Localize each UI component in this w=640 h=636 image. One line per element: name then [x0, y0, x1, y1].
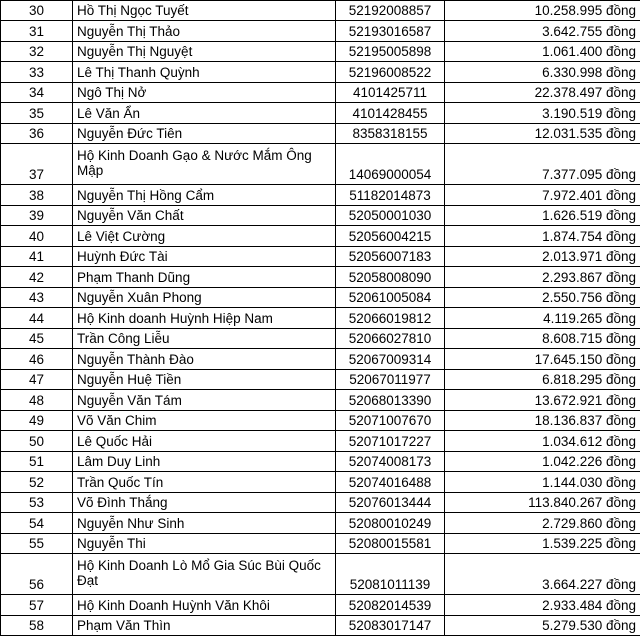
- row-code-cell: 52080015581: [336, 533, 445, 554]
- table-row: [1, 82, 640, 103]
- row-name-cell: Nguyễn Thị Hồng Cẩm: [73, 185, 336, 206]
- row-code-cell: 52074008173: [336, 451, 445, 472]
- row-code-cell: 8358318155: [336, 123, 445, 144]
- row-name-cell: Nguyễn Văn Chất: [73, 205, 336, 226]
- row-name-cell: Hộ Kinh Doanh Lò Mổ Gia Súc Bùi Quốc Đạt: [73, 554, 336, 595]
- row-code-cell: 52192008857: [336, 1, 445, 21]
- row-amount-cell: 8.608.715 đồng: [445, 328, 640, 349]
- row-code-cell: 52196008522: [336, 62, 445, 83]
- row-code-cell: 4101425711: [336, 82, 445, 103]
- row-amount-cell: 12.031.535 đồng: [445, 123, 640, 144]
- row-code-cell: 52076013444: [336, 492, 445, 513]
- row-amount-cell: 18.136.837 đồng: [445, 410, 640, 431]
- row-amount-cell: 13.672.921 đồng: [445, 390, 640, 411]
- row-number-cell: 37: [1, 144, 73, 185]
- row-number-cell: 46: [1, 349, 73, 370]
- row-amount-cell: 1.034.612 đồng: [445, 431, 640, 452]
- table-row: [1, 205, 640, 226]
- row-name-cell: Lê Văn Ẩn: [73, 103, 336, 124]
- row-number-cell: 32: [1, 41, 73, 62]
- row-number-cell: 50: [1, 431, 73, 452]
- row-name-cell: Nguyễn Đức Tiên: [73, 123, 336, 144]
- row-number-cell: 45: [1, 328, 73, 349]
- row-amount-cell: 10.258.995 đồng: [445, 1, 640, 21]
- row-amount-cell: 5.279.530 đồng: [445, 615, 640, 636]
- row-name-cell: Trần Quốc Tín: [73, 472, 336, 493]
- row-number-cell: 33: [1, 62, 73, 83]
- row-code-cell: 52082014539: [336, 595, 445, 616]
- table-row: [1, 533, 640, 554]
- row-name-cell: Hộ Kinh Doanh Gạo & Nước Mắm Ông Mập: [73, 144, 336, 185]
- row-name-cell: Nguyễn Thị Nguyệt: [73, 41, 336, 62]
- row-code-cell: 52080010249: [336, 513, 445, 534]
- row-number-cell: 41: [1, 246, 73, 267]
- row-code-cell: 52066019812: [336, 308, 445, 329]
- row-code-cell: 52067011977: [336, 369, 445, 390]
- table-row: [1, 595, 640, 616]
- table-row: [1, 246, 640, 267]
- table-row: [1, 185, 640, 206]
- row-name-cell: Nguyễn Như Sinh: [73, 513, 336, 534]
- row-amount-cell: 1.061.400 đồng: [445, 41, 640, 62]
- row-name-cell: Lê Thị Thanh Quỳnh: [73, 62, 336, 83]
- row-name-cell: Nguyễn Xuân Phong: [73, 287, 336, 308]
- row-code-cell: 14069000054: [336, 144, 445, 185]
- row-name-cell: Phạm Văn Thìn: [73, 615, 336, 636]
- row-number-cell: 47: [1, 369, 73, 390]
- row-number-cell: 49: [1, 410, 73, 431]
- row-name-cell: Phạm Thanh Dũng: [73, 267, 336, 288]
- row-amount-cell: 1.042.226 đồng: [445, 451, 640, 472]
- row-code-cell: 52195005898: [336, 41, 445, 62]
- table-row: [1, 349, 640, 370]
- row-amount-cell: 22.378.497 đồng: [445, 82, 640, 103]
- row-name-cell: Võ Văn Chim: [73, 410, 336, 431]
- table-row: [1, 41, 640, 62]
- table-row: [1, 369, 640, 390]
- row-amount-cell: 1.144.030 đồng: [445, 472, 640, 493]
- row-name-cell: Võ Đình Thắng: [73, 492, 336, 513]
- row-number-cell: 30: [1, 1, 73, 21]
- table-row: [1, 431, 640, 452]
- row-number-cell: 51: [1, 451, 73, 472]
- table-row: [1, 144, 640, 185]
- table-body: [1, 1, 640, 636]
- row-code-cell: 52050001030: [336, 205, 445, 226]
- row-code-cell: 52066027810: [336, 328, 445, 349]
- row-code-cell: 52056007183: [336, 246, 445, 267]
- row-number-cell: 43: [1, 287, 73, 308]
- row-number-cell: 52: [1, 472, 73, 493]
- table-row: [1, 267, 640, 288]
- row-amount-cell: 1.539.225 đồng: [445, 533, 640, 554]
- row-code-cell: 52081011139: [336, 554, 445, 595]
- row-amount-cell: 3.664.227 đồng: [445, 554, 640, 595]
- row-name-cell: Lê Việt Cường: [73, 226, 336, 247]
- row-name-cell: Nguyễn Thành Đào: [73, 349, 336, 370]
- row-name-cell: Huỳnh Đức Tài: [73, 246, 336, 267]
- table-row: [1, 492, 640, 513]
- table-row: [1, 1, 640, 21]
- table-row: [1, 226, 640, 247]
- row-number-cell: 44: [1, 308, 73, 329]
- row-name-cell: Hộ Kinh Doanh Huỳnh Văn Khôi: [73, 595, 336, 616]
- row-number-cell: 36: [1, 123, 73, 144]
- table-row: [1, 513, 640, 534]
- row-number-cell: 42: [1, 267, 73, 288]
- row-amount-cell: 6.818.295 đồng: [445, 369, 640, 390]
- row-code-cell: 52071017227: [336, 431, 445, 452]
- row-amount-cell: 3.642.755 đồng: [445, 21, 640, 42]
- table-row: [1, 21, 640, 42]
- table-row: [1, 615, 640, 636]
- row-amount-cell: 7.377.095 đồng: [445, 144, 640, 185]
- row-amount-cell: 6.330.998 đồng: [445, 62, 640, 83]
- table-row: [1, 410, 640, 431]
- row-number-cell: 55: [1, 533, 73, 554]
- row-number-cell: 54: [1, 513, 73, 534]
- row-name-cell: Nguyễn Thi: [73, 533, 336, 554]
- row-code-cell: 4101428455: [336, 103, 445, 124]
- row-number-cell: 53: [1, 492, 73, 513]
- row-number-cell: 31: [1, 21, 73, 42]
- row-name-cell: Nguyễn Thị Thảo: [73, 21, 336, 42]
- row-number-cell: 34: [1, 82, 73, 103]
- row-number-cell: 56: [1, 554, 73, 595]
- table-row: [1, 554, 640, 595]
- row-code-cell: 52061005084: [336, 287, 445, 308]
- row-code-cell: 52058008090: [336, 267, 445, 288]
- table-row: [1, 472, 640, 493]
- row-amount-cell: 2.729.860 đồng: [445, 513, 640, 534]
- row-name-cell: Ngô Thị Nở: [73, 82, 336, 103]
- row-amount-cell: 7.972.401 đồng: [445, 185, 640, 206]
- row-code-cell: 52193016587: [336, 21, 445, 42]
- row-name-cell: Trần Công Liễu: [73, 328, 336, 349]
- table-row: [1, 123, 640, 144]
- row-code-cell: 52083017147: [336, 615, 445, 636]
- table-row: [1, 62, 640, 83]
- row-amount-cell: 113.840.267 đồng: [445, 492, 640, 513]
- row-number-cell: 35: [1, 103, 73, 124]
- row-name-cell: Hồ Thị Ngọc Tuyết: [73, 1, 336, 21]
- row-name-cell: Nguyễn Huệ Tiền: [73, 369, 336, 390]
- row-name-cell: Lê Quốc Hải: [73, 431, 336, 452]
- row-name-cell: Hộ Kinh doanh Huỳnh Hiệp Nam: [73, 308, 336, 329]
- table-row: [1, 308, 640, 329]
- row-code-cell: 52068013390: [336, 390, 445, 411]
- row-amount-cell: 2.550.756 đồng: [445, 287, 640, 308]
- table-row: [1, 103, 640, 124]
- row-number-cell: 40: [1, 226, 73, 247]
- table-row: [1, 287, 640, 308]
- row-amount-cell: 2.013.971 đồng: [445, 246, 640, 267]
- table-row: [1, 328, 640, 349]
- row-amount-cell: 2.293.867 đồng: [445, 267, 640, 288]
- row-amount-cell: 1.874.754 đồng: [445, 226, 640, 247]
- row-number-cell: 57: [1, 595, 73, 616]
- row-number-cell: 48: [1, 390, 73, 411]
- row-code-cell: 52056004215: [336, 226, 445, 247]
- table-row: [1, 451, 640, 472]
- row-code-cell: 52071007670: [336, 410, 445, 431]
- row-amount-cell: 17.645.150 đồng: [445, 349, 640, 370]
- row-code-cell: 51182014873: [336, 185, 445, 206]
- row-number-cell: 39: [1, 205, 73, 226]
- row-name-cell: Nguyễn Văn Tám: [73, 390, 336, 411]
- table-row: [1, 390, 640, 411]
- row-name-cell: Lâm Duy Linh: [73, 451, 336, 472]
- row-amount-cell: 2.933.484 đồng: [445, 595, 640, 616]
- row-number-cell: 58: [1, 615, 73, 636]
- row-amount-cell: 4.119.265 đồng: [445, 308, 640, 329]
- row-amount-cell: 3.190.519 đồng: [445, 103, 640, 124]
- row-code-cell: 52067009314: [336, 349, 445, 370]
- row-code-cell: 52074016488: [336, 472, 445, 493]
- row-amount-cell: 1.626.519 đồng: [445, 205, 640, 226]
- row-number-cell: 38: [1, 185, 73, 206]
